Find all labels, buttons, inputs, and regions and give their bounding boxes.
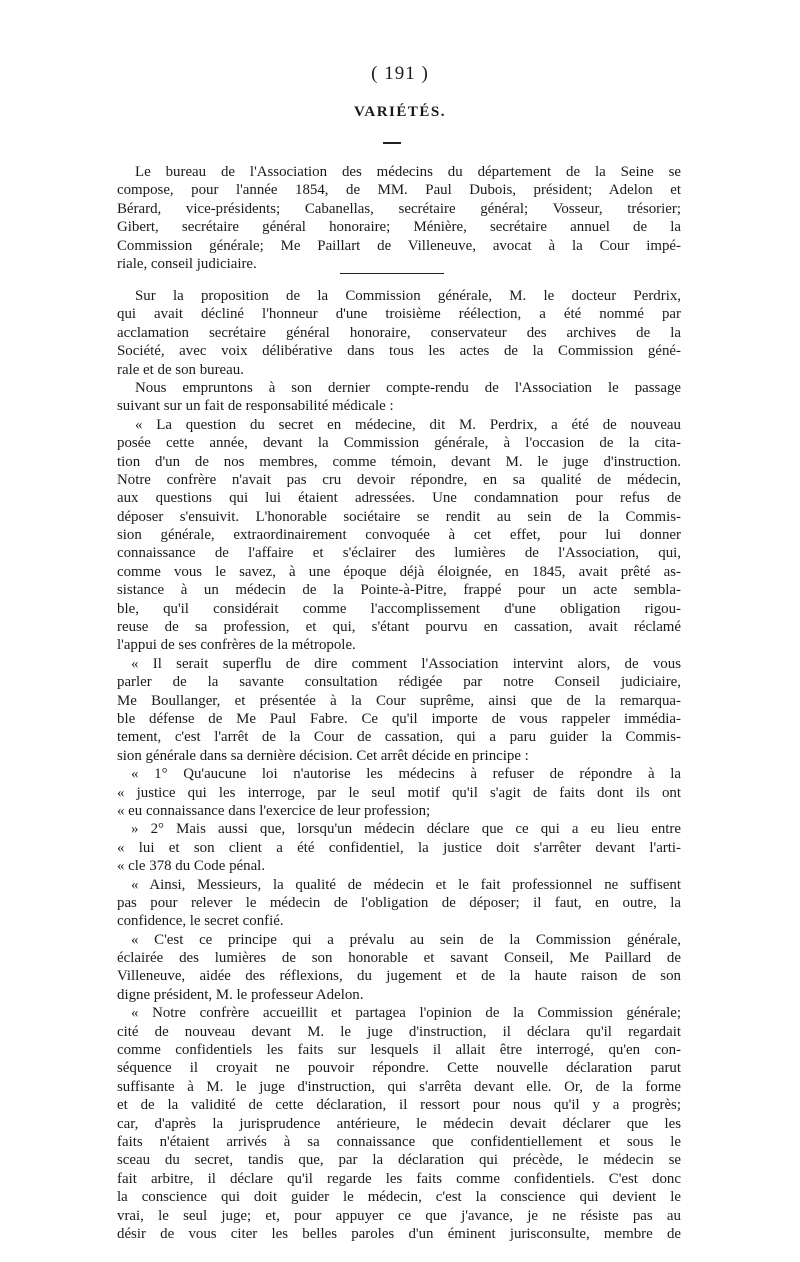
text-line: séquence il croyait ne pouvoir répondre. Cette nouvelle déclaration parut: [117, 1060, 681, 1077]
text-line: car, d'après la jurisprudence antérieure, le médecin devait déclarer que les: [117, 1115, 681, 1132]
text-line: Villeneuve, aidée des réflexions, du jugement et de la haute raison de son: [117, 968, 681, 985]
text-line: cité de nouveau devant M. le juge d'instruction, il déclara qu'il regardait: [117, 1023, 681, 1040]
text-line: posée cette année, devant la Commission générale, à l'occasion de la cita-: [117, 435, 681, 452]
section-title: VARIÉTÉS.: [353, 104, 446, 120]
text-line: « Notre confrère accueillit et partagea l'opinion de la Commission générale;: [131, 1005, 681, 1022]
text-line: reuse de sa profession, et qui, s'étant pourvu en cassation, avait réclamé: [117, 619, 681, 636]
text-line: confidence, le secret confié.: [117, 913, 284, 930]
text-line: pas pour relever le médecin de l'obligation de déposer; il faut, en outre, la: [117, 894, 681, 911]
text-line: Sur la proposition de la Commission générale, M. le docteur Perdrix,: [135, 288, 681, 304]
text-line: suivant sur un fait de responsabilité médicale :: [117, 398, 394, 415]
text-line: tement, c'est l'arrêt de la Cour de cassation, qui a paru guider la Commis-: [117, 729, 681, 746]
text-line: rale et de son bureau.: [117, 361, 244, 378]
text-line: l'appui de ses confrères de la métropole.: [117, 637, 356, 654]
text-line: riale, conseil judiciaire.: [117, 255, 257, 272]
text-line: « C'est ce principe qui a prévalu au sein de la Commission générale,: [131, 931, 681, 948]
text-line: faits n'étaient arrivés à sa connaissance que confidentiellement et sous le: [117, 1133, 681, 1150]
text-line: parler de la savante consultation rédigée par notre Conseil judiciaire,: [117, 674, 681, 691]
text-line: suffisante à M. le juge d'instruction, qui s'arrêta devant elle. Or, de la forme: [117, 1078, 681, 1095]
text-line: ble, qu'il considérait comme l'accomplissement d'une obligation rigou-: [117, 600, 681, 617]
text-line: tion d'un de nos membres, comme témoin, devant M. le juge d'instruction.: [117, 453, 681, 470]
text-line: « La question du secret en médecine, dit M. Perdrix, a été de nouveau: [135, 416, 681, 433]
text-line: comme vous le savez, à une époque déjà éloignée, en 1845, avait prêté as-: [117, 563, 681, 580]
section-rule-divider: [340, 273, 444, 274]
text-line: « lui et son client a été confidentiel, la justice doit s'arrêter devant l'arti-: [117, 839, 681, 856]
text-line: Commission générale; Me Paillart de Villeneuve, avocat à la Cour impé-: [117, 237, 681, 254]
text-line: Société, avec voix délibérative dans tous les actes de la Commission géné-: [117, 343, 681, 360]
text-line: « eu connaissance dans l'exercice de leur profession;: [117, 802, 431, 819]
text-line: Nous empruntons à son dernier compte-rendu de l'Association le passage: [135, 379, 681, 396]
text-line: Bérard, vice-présidents; Cabanellas, secrétaire général; Vosseur, trésorier;: [117, 200, 681, 217]
text-line: Me Boullanger, et présentée à la Cour suprême, ainsi que de la remarqua-: [117, 692, 681, 709]
page-number: ( 191 ): [371, 63, 429, 84]
text-line: comme confidentiels les faits sur lesquels il allait être interrogé, qu'en con-: [117, 1042, 681, 1059]
text-line: et de la validité de cette déclaration, il ressort pour nous qu'il y a progrès;: [117, 1097, 681, 1114]
text-line: éclairée des lumières de son honorable et savant Conseil, Me Paillard de: [117, 950, 681, 967]
text-line: Le bureau de l'Association des médecins du département de la Seine se: [135, 164, 681, 180]
text-line: sceau du secret, tandis que, par la déclaration qui précède, le médecin se: [117, 1152, 681, 1169]
paragraph-perdrix: [117, 287, 681, 1243]
paragraph-bureau: [117, 163, 681, 273]
text-line: « Ainsi, Messieurs, la qualité de médecin et le fait professionnel ne suffisent: [131, 876, 681, 893]
text-line: » 2° Mais aussi que, lorsqu'un médecin déclare que ce qui a eu lieu entre: [131, 821, 681, 838]
text-line: connaissance de l'affaire et s'éclairer des lumières de l'Association, qui,: [117, 545, 681, 562]
text-line: Gibert, secrétaire général honoraire; Ménière, secrétaire annuel de la: [117, 219, 681, 236]
text-line: la conscience qui doit guider le médecin, c'est la conscience qui devient le: [117, 1189, 681, 1206]
text-line: acclamation secrétaire général honoraire, conservateur des archives de la: [117, 324, 681, 341]
text-line: « cle 378 du Code pénal.: [117, 858, 266, 875]
text-line: déposer s'ensuivit. L'honorable sociétaire se rendit au sein de la Commis-: [117, 508, 681, 525]
title-dash-divider: [383, 142, 401, 144]
text-line: sistance à un médecin de la Pointe-à-Pitre, frappé pour un acte sembla-: [117, 582, 681, 599]
text-line: « Il serait superflu de dire comment l'Association intervint alors, de vous: [131, 655, 681, 672]
text-line: désir de vous citer les belles paroles d'un éminent jurisconsulte, membre de: [117, 1225, 681, 1242]
text-line: sion générale, extraordinairement convoquée à cet effet, pour lui donner: [117, 527, 681, 544]
text-line: aux questions qui lui étaient adressées. Une condamnation pour refus de: [117, 490, 681, 507]
text-line: vrai, le seul juge; et, pour appuyer ce que j'avance, je ne résiste pas au: [117, 1207, 681, 1224]
text-line: fait arbitre, il déclare qu'il regarde les faits comme confidentiels. C'est donc: [117, 1170, 681, 1187]
text-line: sion générale dans sa dernière décision. Cet arrêt décide en principe :: [117, 747, 529, 764]
text-line: compose, pour l'année 1854, de MM. Paul Dubois, président; Adelon et: [117, 182, 681, 199]
text-line: Notre confrère n'avait pas cru devoir répondre, en sa qualité de médecin,: [117, 471, 681, 488]
text-line: digne président, M. le professeur Adelon.: [117, 986, 364, 1003]
text-line: « 1° Qu'aucune loi n'autorise les médecins à refuser de répondre à la: [131, 766, 681, 783]
text-line: « justice qui les interroge, par le seul motif qu'il s'agit de faits dont ils ont: [117, 784, 681, 801]
text-line: ble défense de Me Paul Fabre. Ce qu'il importe de vous rappeler immédia-: [117, 710, 681, 727]
text-line: qui avait décliné l'honneur d'une troisième réélection, a été nommé par: [117, 306, 681, 323]
